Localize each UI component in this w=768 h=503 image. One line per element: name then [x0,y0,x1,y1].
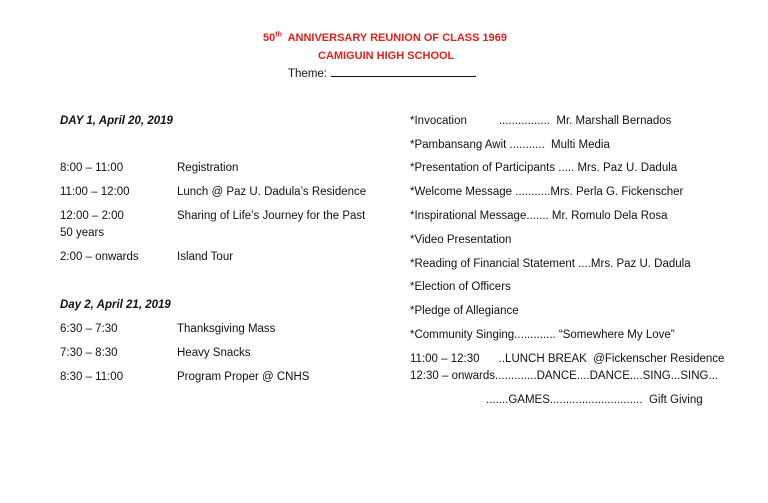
day2-activity: Heavy Snacks [177,347,251,359]
event-title: 50th ANNIVERSARY REUNION OF CLASS 1969 [263,31,507,44]
day2-activity: Program Proper @ CNHS [177,371,310,383]
day1-activity: Lunch @ Paz U. Dadula’s Residence [177,186,367,198]
day2-time: 8:30 – 11:00 [60,371,124,383]
day1-time: 8:00 – 11:00 [60,162,124,174]
dance-line: 12:30 – onwards.............DANCE....DANCE....SING...SING... [410,370,719,382]
theme-blank [331,66,476,77]
day1-heading: DAY 1, April 20, 2019 [60,115,173,127]
day1-time: 11:00 – 12:00 [60,186,130,198]
program-item: *Pledge of Allegiance [410,305,519,317]
day2-activity: Thanksgiving Mass [177,323,276,335]
games-line: .......GAMES............................. Gift Giving [486,394,703,406]
day1-activity: Registration [177,162,239,174]
day1-activity: Sharing of Life’s Journey for the Past [177,210,366,222]
day2-time: 7:30 – 8:30 [60,347,118,359]
program-item: *Election of Officers [410,281,511,293]
program-item: *Inspirational Message....... Mr. Romulo Dela Rosa [410,210,668,222]
program-item: *Welcome Message ...........Mrs. Perla G. Fickenscher [410,186,684,198]
program-item: *Invocation ................ Mr. Marshall Bernados [410,115,672,127]
day2-heading: Day 2, April 21, 2019 [60,299,171,311]
day2-time: 6:30 – 7:30 [60,323,118,335]
program-item: *Video Presentation [410,234,512,246]
program-item: *Presentation of Participants ..... Mrs. Paz U. Dadula [410,162,678,174]
day1-time: 2:00 – onwards [60,251,139,263]
program-item: *Community Singing............. “Somewhere My Love” [410,329,675,341]
day1-time-continued: 50 years [60,227,105,239]
lunch-break-line: 11:00 – 12:30 ..LUNCH BREAK @Fickenscher Residence [410,353,725,365]
day1-time: 12:00 – 2:00 [60,210,124,222]
day1-activity: Island Tour [177,251,234,263]
program-item: *Pambansang Awit ........... Multi Media [410,139,610,151]
theme-line: Theme: [288,66,476,81]
program-item: *Reading of Financial Statement ....Mrs. Paz U. Dadula [410,258,691,270]
school-name: CAMIGUIN HIGH SCHOOL [318,50,455,62]
